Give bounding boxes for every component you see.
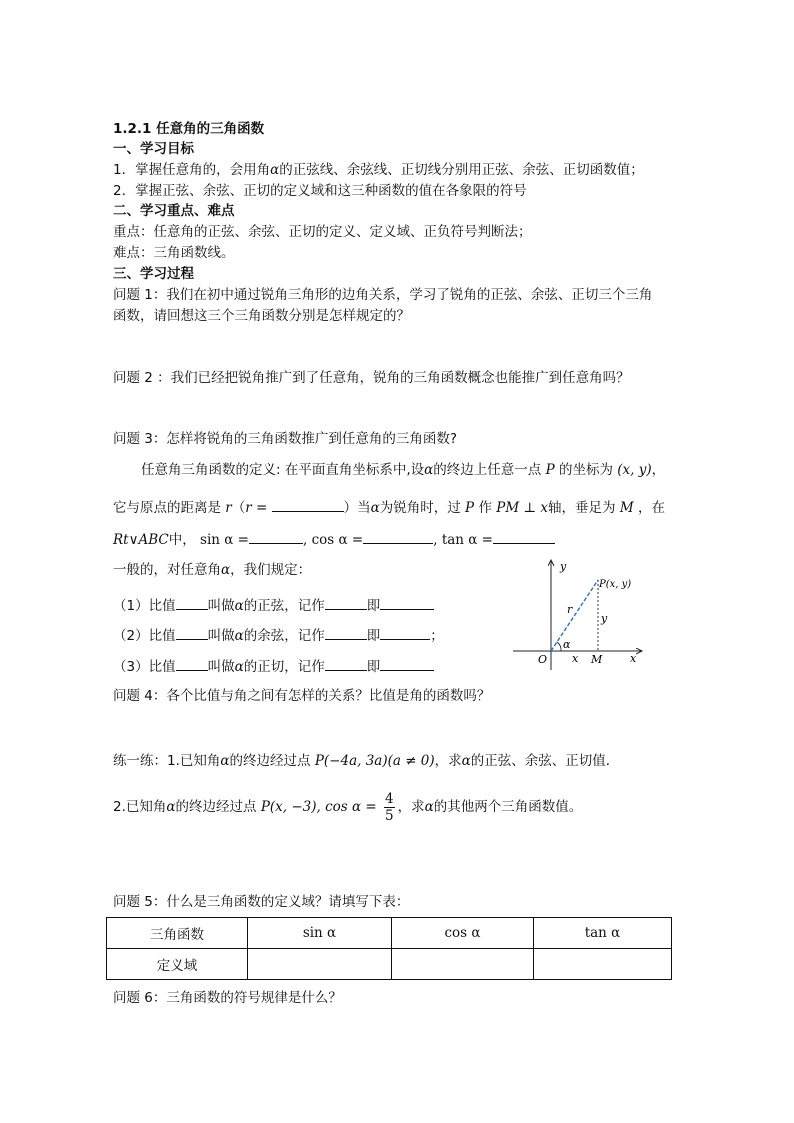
origin-label: O [538, 653, 548, 666]
question-1-line-1: 问题 1：我们在初中通过锐角三角形的边角关系，学习了锐角的正弦、余弦、正切三个三角 [113, 287, 653, 303]
table-row [107, 949, 672, 980]
ratio-blank-1[interactable] [176, 595, 208, 610]
question-1-line-2: 函数，请回想这三个三角函数分别是怎样规定的？ [113, 308, 410, 324]
domain-table [106, 917, 672, 980]
angle-arc [557, 642, 561, 651]
definition-line-1: 任意角三角函数的定义: 在平面直角坐标系中,设α的终边上任意一点 P 的坐标为 (x, y)， [141, 462, 666, 478]
distance-blank[interactable] [272, 497, 344, 512]
document-title: 1.2.1 任意角的三角函数 [113, 121, 265, 137]
cos-domain-cell[interactable] [392, 949, 534, 980]
section-3-heading: 三、学习过程 [113, 266, 194, 282]
rule-cosine: （2）比值 叫做α的余弦，记作 即 ； [113, 625, 444, 646]
question-3: 问题 3：怎样将锐角的三角函数推广到任意角的三角函数? [113, 431, 458, 447]
r-label: r [567, 603, 573, 616]
difficult-point: 难点：三角函数线。 [113, 245, 235, 261]
tan-blank[interactable] [493, 529, 555, 544]
row-label-domain: 定义域 [107, 949, 248, 980]
definition-line-3: Rt∨ABC中， sin α = , cos α = , tan α = [113, 529, 555, 550]
rule-tangent: （3）比值 叫做α的正切，记作 即 [113, 656, 434, 677]
cos-blank[interactable] [363, 529, 433, 544]
question-2: 问题 2 ：我们已经把锐角推广到了任意角，锐角的三角函数概念也能推广到任意角吗？ [113, 370, 630, 386]
section-2-heading: 二、学习重点、难点 [113, 203, 235, 219]
tan-domain-cell[interactable] [534, 949, 672, 980]
value-blank-3[interactable] [380, 656, 434, 671]
y-segment-label: y [601, 612, 608, 625]
alpha-label: α [563, 638, 571, 651]
rule-sine: （1）比值 叫做α的正弦，记作 即 [113, 595, 434, 616]
point-p-label: P(x, y) [599, 579, 632, 590]
ratio-blank-2[interactable] [176, 625, 208, 640]
sin-domain-cell[interactable] [248, 949, 392, 980]
notation-blank-3[interactable] [325, 656, 367, 671]
header-trig-function: 三角函数 [107, 918, 248, 949]
section-1-heading: 一、学习目标 [113, 141, 194, 157]
header-cos: cos α [392, 918, 534, 949]
objective-1: 1．掌握任意角的，会用角α的正弦线、余弦线、正切线分别用正弦、余弦、正切函数值； [113, 162, 644, 178]
x-axis-label: x [630, 652, 637, 665]
general-definition: 一般的，对任意角α，我们规定： [113, 562, 312, 578]
notation-blank-2[interactable] [325, 625, 367, 640]
header-tan: tan α [534, 918, 672, 949]
coordinate-figure [508, 556, 648, 672]
m-label: M [591, 653, 603, 666]
key-point: 重点：任意角的正弦、余弦、正切的定义、定义域、正负符号判断法； [113, 224, 532, 240]
x-segment-label: x [572, 652, 579, 665]
practice-2: 2.已知角α的终边经过点 P(x, −3), cos α = $\frac{4}{5}$ ，求α的其他两个三角函数值。 [113, 790, 583, 824]
objective-2: 2．掌握正弦、余弦、正切的定义域和这三种函数的值在各象限的符号 [113, 183, 527, 199]
notation-blank-1[interactable] [325, 595, 367, 610]
question-4: 问题 4：各个比值与角之间有怎样的关系？比值是角的函数吗？ [113, 688, 491, 704]
practice-1: 练一练：1.已知角α的终边经过点 P(−4a, 3a)(a ≠ 0)，求α的正弦、余弦、正切值． [113, 753, 620, 769]
header-sin: sin α [248, 918, 392, 949]
question-5: 问题 5：什么是三角函数的定义域？请填写下表： [113, 894, 410, 910]
terminal-ray [551, 580, 598, 651]
ratio-blank-3[interactable] [176, 656, 208, 671]
table-header-row [107, 918, 672, 949]
sin-blank[interactable] [249, 529, 303, 544]
fraction-four-fifths: $\frac{4}{5}$ [385, 790, 394, 824]
definition-line-2: 它与原点的距离是 r（r = ）当α为锐角时，过 P 作 PM ⊥ x轴，垂足为 M ，在 [113, 497, 665, 518]
value-blank-1[interactable] [380, 595, 434, 610]
y-axis-label: y [560, 560, 567, 573]
value-blank-2[interactable] [380, 625, 430, 640]
question-6: 问题 6：三角函数的符号规律是什么？ [113, 990, 342, 1006]
